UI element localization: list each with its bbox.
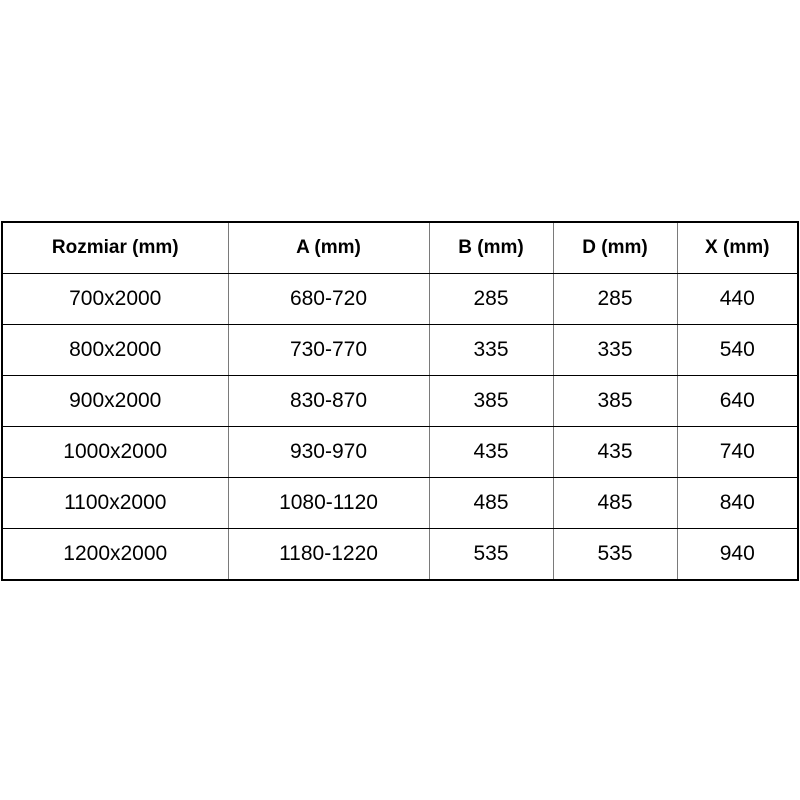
cell-a: 680-720 bbox=[228, 274, 429, 325]
cell-rozmiar: 1100x2000 bbox=[2, 478, 228, 529]
table-row bbox=[2, 478, 798, 529]
cell-rozmiar: 900x2000 bbox=[2, 376, 228, 427]
table-row bbox=[2, 376, 798, 427]
cell-rozmiar: 1000x2000 bbox=[2, 427, 228, 478]
cell-a: 830-870 bbox=[228, 376, 429, 427]
cell-rozmiar: 800x2000 bbox=[2, 325, 228, 376]
cell-x: 640 bbox=[677, 376, 798, 427]
cell-d: 535 bbox=[553, 529, 677, 581]
size-dimensions-table bbox=[1, 221, 799, 581]
cell-b: 435 bbox=[429, 427, 553, 478]
cell-x: 840 bbox=[677, 478, 798, 529]
cell-b: 535 bbox=[429, 529, 553, 581]
header-d: D (mm) bbox=[553, 222, 677, 274]
cell-a: 1180-1220 bbox=[228, 529, 429, 581]
cell-a: 930-970 bbox=[228, 427, 429, 478]
cell-x: 440 bbox=[677, 274, 798, 325]
header-rozmiar: Rozmiar (mm) bbox=[2, 222, 228, 274]
cell-b: 335 bbox=[429, 325, 553, 376]
cell-d: 285 bbox=[553, 274, 677, 325]
table-header-row bbox=[2, 222, 798, 274]
header-a: A (mm) bbox=[228, 222, 429, 274]
header-x: X (mm) bbox=[677, 222, 798, 274]
cell-a: 1080-1120 bbox=[228, 478, 429, 529]
cell-rozmiar: 1200x2000 bbox=[2, 529, 228, 581]
cell-b: 485 bbox=[429, 478, 553, 529]
cell-d: 385 bbox=[553, 376, 677, 427]
cell-d: 435 bbox=[553, 427, 677, 478]
cell-d: 485 bbox=[553, 478, 677, 529]
cell-d: 335 bbox=[553, 325, 677, 376]
cell-a: 730-770 bbox=[228, 325, 429, 376]
table-row bbox=[2, 529, 798, 581]
table-row bbox=[2, 325, 798, 376]
cell-b: 285 bbox=[429, 274, 553, 325]
table-row bbox=[2, 427, 798, 478]
cell-rozmiar: 700x2000 bbox=[2, 274, 228, 325]
cell-x: 740 bbox=[677, 427, 798, 478]
header-b: B (mm) bbox=[429, 222, 553, 274]
cell-b: 385 bbox=[429, 376, 553, 427]
cell-x: 940 bbox=[677, 529, 798, 581]
table-row bbox=[2, 274, 798, 325]
cell-x: 540 bbox=[677, 325, 798, 376]
